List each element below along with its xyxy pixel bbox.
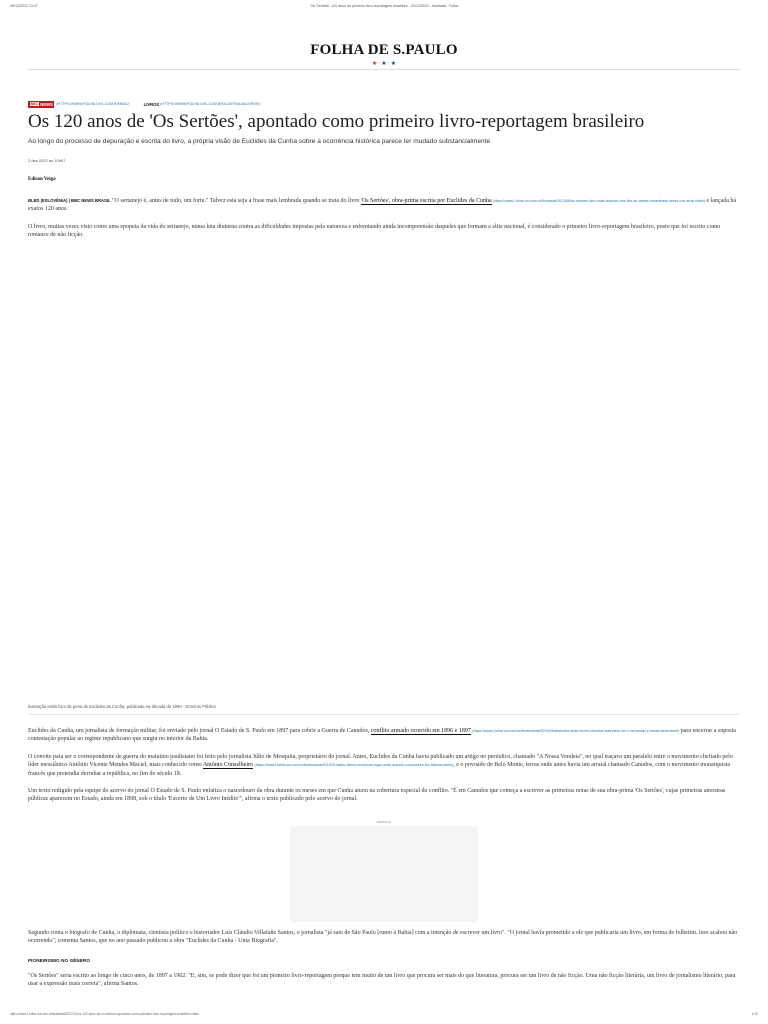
print-date: 05/12/2022 13:47 <box>10 4 38 8</box>
publish-date: 2.dez.2022 às 10h57 <box>28 158 66 163</box>
author-name[interactable]: Edison Veiga <box>28 177 56 182</box>
article-paragraph: Um texto redigido pela equipe do acervo do jornal O Estado de S. Paulo enfatiza o nascedouro da obra durante os meses em que Cunha atuou na cobertura especial do conflito. "É em Canudos que começa a escrever as primeiras notas de sua obra-prima 'Os Sertões', cujas primeiras amostras públicas aparecem no Estado, ainda em 1898, sob o título 'Excerto de Um Livro Inédito'", afirma o texto publicado pelo acervo do jornal. <box>28 788 726 803</box>
caption-divider <box>28 714 740 715</box>
bbc-section-url[interactable]: (HTTPS://WWW.FOLHA.UOL.COM.BR/BBC/) <box>56 102 130 106</box>
paragraph-text: para encerrar a suposta contestação popular ao regime republicano que surgiu no interior da Bahia. <box>28 728 736 743</box>
folha-logo[interactable]: FOLHA DE S.PAULO <box>310 42 458 58</box>
masthead <box>0 42 768 67</box>
article-paragraph: Segundo conta o biógrafo de Cunha, o diplomata, cientista político e historiador Luís Cláudio Villafañe Santos, o jornalista "já saiu de São Paulo [rumo à Bahia] com a intenção de escrever um livro". "O jornal havia prometido a ele que publicaria um livro, em forma de folhetim. Isso acabou não ocorrendo", comenta Santos, que no ano passado publicou a obra "Euclides da Cunha - Uma Biografia". <box>28 930 738 945</box>
article-paragraph: O livro, muitas vezes visto como uma epopeia da vida do sertanejo, numa luta diuturna contra as dificuldades impostas pela natureza e enfrentando ainda incompreensão daqueles que formam a elite nacional, é considerado o primeiro livro-reportagem brasileiro, posto que foi escrito como romance de não ficção. <box>28 224 721 239</box>
image-caption: Ilustração estilo bico de pena de Euclides da Cunha, publicada na década de 1890 - Domínio Público <box>28 704 216 709</box>
dateline: BLED (ESLOVÊNIA) | BBC NEWS BRASIL <box>28 198 111 203</box>
os-sertoes-link[interactable]: 'Os Sertões', obra-prima escrita por Euclides da Cunha <box>360 198 492 204</box>
bbc-news-badge[interactable] <box>28 101 54 108</box>
paragraph-text: e lançada há exatos 120 anos. <box>28 198 737 213</box>
link-url[interactable]: (https://www1.folha.uol.com.br/ilustrissima/2019/09/destruida-duas-vezes-canudos-sobrevive-em-o-sertanejo-e-nossa-alma.shtml) <box>472 729 680 733</box>
antonio-conselheiro-link[interactable]: Antônio Conselheiro <box>202 762 253 769</box>
article-paragraph <box>28 197 740 214</box>
bbc-logo-text: BBC <box>30 102 39 106</box>
paragraph-text: O convite para ser o correspondente de guerra do matutino paulistano foi feito pelo jornalista Júlio de Mesquita, proprietário do jornal. Antes, Euclides da Cunha havia publicado um artigo no periódico, chamado "A Nossa Vendeia", no qual traçava um paralelo entre o movimento chefiado pelo líder messiânico Antônio Vicente Mendes Maciel, mais conhecido como <box>28 754 733 769</box>
ad-placeholder[interactable] <box>290 826 478 922</box>
article-image <box>28 250 740 695</box>
category-url[interactable]: (HTTPS://WWW.FOLHA.UOL.COM.BR/ILUSTRADA/LIVROS/) <box>160 102 261 106</box>
article-paragraph <box>28 727 740 744</box>
paragraph-text: Euclides da Cunha, um jornalista de formação militar, foi enviado pelo jornal O Estado de S. Paulo em 1897 para cobrir a Guerra de Canudos, <box>28 728 371 734</box>
section-subheading: PIONEIRISMO NO GÊNERO <box>28 958 91 963</box>
print-page-number: 1/10 <box>751 1012 758 1016</box>
link-url[interactable]: (https://www1.folha.uol.com.br/ilustrissima/2019/01/canto-divino-revolucao-lugar-onde-antonio-conselheiro-fez-historia.shtml) <box>254 763 454 768</box>
article-headline: Os 120 anos de 'Os Sertões', apontado como primeiro livro-reportagem brasileiro <box>28 111 645 132</box>
section-row <box>28 99 260 109</box>
star-icon: ★ <box>390 61 397 67</box>
article-subtitle: Ao longo do processo de depuração e escrita do livro, a própria visão de Euclides da Cunha sobre a ocorrência histórica parece ter mudado substancialmente <box>28 138 491 145</box>
paragraph-text: "O sertanejo é, antes de tudo, um forte." Talvez esta seja a frase mais lembrada quando se trata do livro <box>112 198 361 204</box>
star-icon: ★ <box>371 61 378 67</box>
print-page-title: 'Os Sertões': 120 anos do primeiro livro-reportagem brasileiro - 02/12/2022 - Ilustrada - Folha <box>309 4 459 8</box>
paragraph-text: , e o povoado de Belo Monte, terras onde antes havia um arraial chamado Canudos, com o movimento monarquista francês que pretendia derrubar a república, no fim do século 18. <box>28 762 731 777</box>
print-url: https://www1.folha.uol.com.br/ilustrada/2022/12/os-120-anos-de-os-sertoes-apontado-como-primeiro-livro-reportagem-brasileiro.shtml <box>10 1012 199 1016</box>
category-label[interactable]: LIVROS <box>143 101 160 107</box>
ad-label: ANÚNCIO <box>376 820 392 824</box>
logo-stars <box>0 61 768 67</box>
link-url[interactable]: (https://www1.folha.uol.com.br/ilustrada/2021/08/os-sertoes-livro-mais-classico-dos-fios-de-arame-nossofosse-ainda-nos-atual.shtml) <box>493 199 705 203</box>
guerra-canudos-link[interactable]: conflito armado ocorrido em 1896 e 1897 <box>370 728 471 734</box>
news-logo-text: NEWS <box>40 101 53 107</box>
masthead-divider <box>28 69 740 70</box>
article-paragraph: "Os Sertões" seria escrito ao longo de cinco anos, de 1897 a 1902. "E, sim, se pode dizer que foi um pioneiro livro-reportagem porque tem muito de um livro que procura ser mais do que literatura, procura ser um livro de não ficção. Uma não ficção literária, um livro de jornalismo literário, para usar a expressão mais correta", afirma Santos. <box>28 973 736 988</box>
print-header <box>10 4 758 12</box>
print-footer <box>10 1012 758 1018</box>
star-icon: ★ <box>381 61 387 67</box>
article-paragraph <box>28 753 740 778</box>
